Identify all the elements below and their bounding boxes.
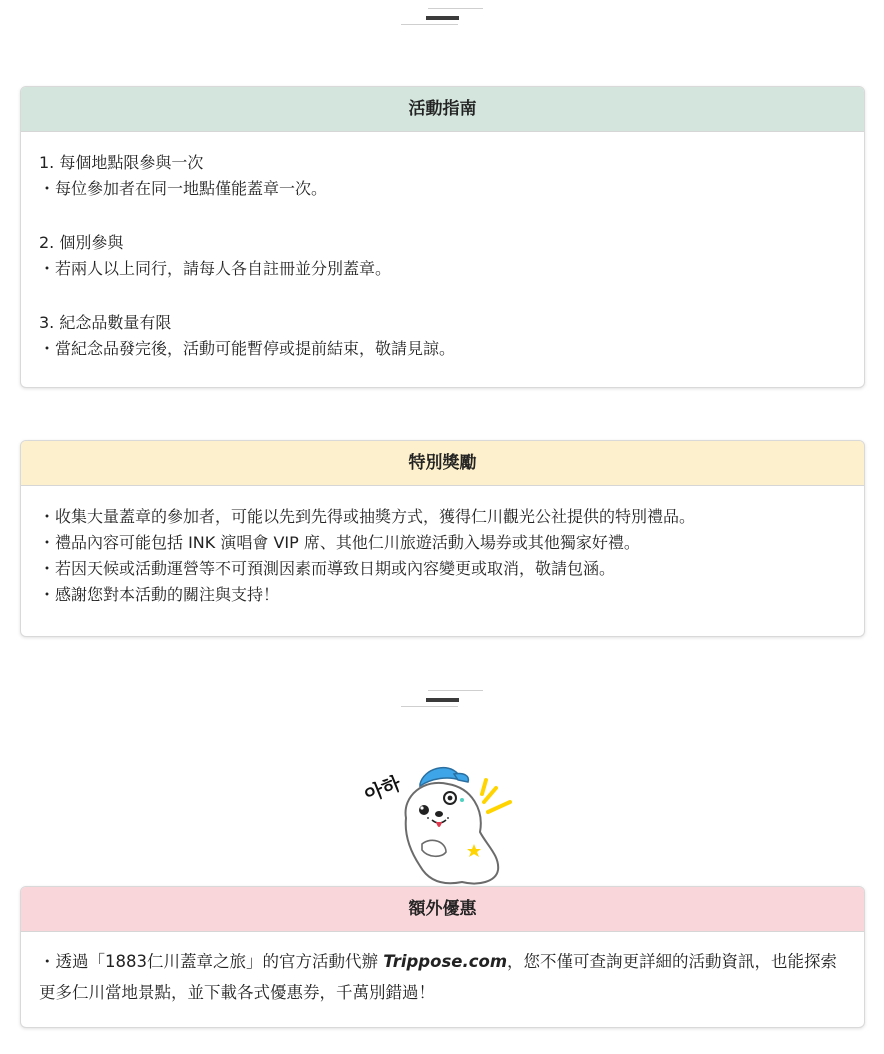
special-reward-card (20, 440, 865, 637)
divider-line (428, 690, 483, 691)
card-title: 特別獎勵 (21, 441, 864, 486)
rule-detail: ・每位參加者在同一地點僅能蓋章一次。 (39, 179, 328, 198)
rule-heading: 2. 個別參與 (39, 233, 124, 252)
card-body (21, 132, 864, 384)
rule-detail: ・若兩人以上同行，請每人各自註冊並分別蓋章。 (39, 259, 392, 278)
card-title: 額外優惠 (21, 887, 864, 932)
divider-bar (426, 698, 459, 702)
reward-line: ・禮品內容可能包括 INK 演唱會 VIP 席、其他仁川旅遊活動入場券或其他獨家好禮。 (39, 533, 640, 552)
extra-discount-card (20, 886, 865, 1028)
discount-text-after: ，您不僅可查詢更詳細的活動資訊，也能探索更多仁川當地景點，並下載各式優惠券，千萬別錯過！ (39, 952, 838, 1002)
trippose-link[interactable]: Trippose.com (383, 952, 508, 971)
divider-line (401, 24, 458, 25)
seal-mascot-icon (362, 758, 522, 886)
reward-line: ・若因天候或活動運營等不可預測因素而導致日期或內容變更或取消，敬請包涵。 (39, 559, 616, 578)
divider-line (428, 8, 483, 9)
divider-line (401, 706, 458, 707)
rule-detail: ・當紀念品發完後，活動可能暫停或提前結束，敬請見諒。 (39, 339, 456, 358)
reward-line: ・感謝您對本活動的關注與支持！ (39, 585, 280, 604)
card-body (21, 932, 864, 1028)
activity-guide-card (20, 86, 865, 388)
discount-text-before: ・透過「1883仁川蓋章之旅」的官方活動代辦 (39, 952, 384, 971)
rule-heading: 1. 每個地點限參與一次 (39, 153, 204, 172)
section-divider (401, 8, 483, 30)
card-body (21, 486, 864, 630)
reward-line: ・收集大量蓋章的參加者，可能以先到先得或抽獎方式，獲得仁川觀光公社提供的特別禮品。 (39, 507, 696, 526)
mascot-exclamation: 아하 (362, 772, 404, 807)
divider-bar (426, 16, 459, 20)
discount-text (39, 946, 842, 1008)
section-divider (401, 690, 483, 712)
rule-heading: 3. 紀念品數量有限 (39, 313, 172, 332)
card-title: 活動指南 (21, 87, 864, 132)
